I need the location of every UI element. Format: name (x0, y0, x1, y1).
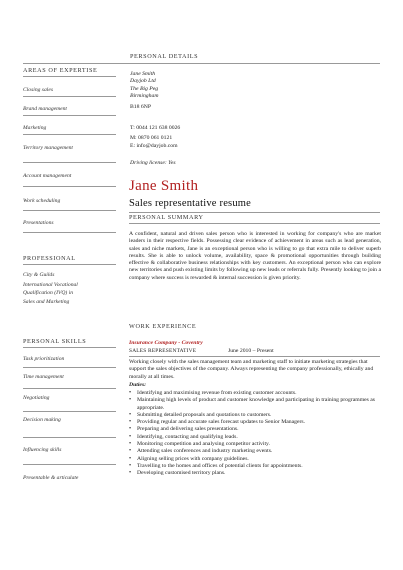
duty-item: • Travelling to the homes and offices of potential clients for appointments. (129, 463, 377, 470)
resume-title: Sales representative resume (129, 198, 252, 209)
role-description: Working closely with the sales management team and marketing staff to initiate marketing strategies that support the sales objectives of the company. Always representing the company professionally, ethically and morally at all times. (129, 359, 374, 380)
skill-item: Task prioritization (23, 356, 65, 362)
divider (129, 212, 380, 213)
divider (129, 356, 380, 357)
area-item: Closing sales (23, 87, 53, 93)
skill-item: Presentable & articulate (23, 475, 79, 481)
divider (23, 411, 116, 412)
professional-item: International Vocational (23, 282, 78, 288)
role-dates: June 2010 – Present (228, 348, 274, 354)
experience-header: WORK EXPERIENCE (129, 323, 197, 330)
divider (23, 134, 116, 135)
duties-list (129, 390, 377, 478)
divider (23, 437, 116, 438)
duty-item: • Identifying and maximising revenue from existing customer accounts. (129, 390, 377, 397)
duty-item: • Aligning selling prices with company guidelines. (129, 456, 377, 463)
resume-name: Jane Smith (129, 178, 199, 194)
duty-item: • Preparing and delivering sales presentations. (129, 426, 377, 433)
divider (23, 96, 116, 97)
professional-item: City & Guilds (23, 272, 55, 278)
professional-header: PROFESSIONAL (23, 255, 76, 262)
divider (23, 63, 380, 64)
address-line: The Big Peg (130, 85, 159, 92)
divider (23, 115, 116, 116)
divider (23, 186, 116, 187)
area-item: Work scheduling (23, 198, 61, 204)
area-item: Presentations (23, 220, 54, 226)
divider (23, 210, 116, 211)
area-item: Marketing (23, 125, 47, 131)
company-name: Insurance Company - Coventry (129, 340, 203, 346)
areas-header: AREAS OF EXPERTISE (23, 67, 98, 74)
personal-details-header: PERSONAL DETAILS (130, 53, 199, 60)
duty-item: • Identifying, contacting and qualifying leads. (129, 434, 377, 441)
professional-item: Qualification (IVQ) in (23, 290, 74, 296)
divider (23, 347, 116, 348)
duty-item: • Monitoring competition and analysing competitor activity. (129, 441, 377, 448)
summary-header: PERSONAL SUMMARY (129, 214, 204, 221)
phone: T: 0044 121 638 0026 (130, 125, 181, 131)
divider (129, 223, 380, 224)
skill-item: Negotiating (23, 395, 50, 401)
divider (23, 367, 116, 368)
duty-item: • Providing regular and accurate sales forecast updates to Senior Managers. (129, 419, 377, 426)
skill-item: Influencing skills (23, 447, 62, 453)
divider (23, 464, 116, 465)
address-block (130, 71, 158, 100)
skill-item: Time management (23, 374, 64, 380)
summary-text: A confident, natural and driven sales person who is interested in working for company's who are market leaders in their respective fields. Possessing clear evidence of achievement in areas such as lead generation, sales and niche markets, Jane is an exceptional person who is willing to go that extra mile to deliver superb results. She is able to unlock volume, availability, space & promotional opportunities through building effective & collaborative business relationships with key customers. An exceptional person who can explore new territories and push existing limits by following up new leads or referrals fully. Presently looking to join a company where success is rewarded & internal succession is given priority. (129, 231, 381, 281)
role-title: SALES REPRESENTATIVE (129, 348, 197, 354)
postcode: B18 6NP (130, 104, 152, 110)
divider (23, 232, 116, 233)
duty-item: • Attending sales conferences and industry marketing events. (129, 448, 377, 455)
address-line: Birmingham (130, 92, 159, 99)
professional-item: Sales and Marketing (23, 299, 70, 305)
divider (23, 76, 116, 77)
divider (23, 388, 116, 389)
duty-item: • Submitting detailed proposals and quotations to customers. (129, 412, 377, 419)
divider (23, 264, 116, 265)
driving-license: Driving license: Yes (130, 160, 176, 166)
area-item: Account management (23, 173, 72, 179)
area-item: Territory management (23, 145, 73, 151)
skill-item: Decision making (23, 417, 61, 423)
address-line: Jane Smith (130, 71, 156, 77)
duty-item: • Developing customised territory plans. (129, 470, 377, 477)
duty-item: • Maintaining high levels of product and customer knowledge and participating in training programmes as appropriate. (129, 397, 377, 412)
email: E: info@dayjob.com (130, 143, 178, 149)
area-item: Brand management (23, 106, 67, 112)
mobile: M: 0870 061 0121 (130, 135, 173, 141)
skills-header: PERSONAL SKILLS (23, 338, 87, 345)
address-line: Dayjob Ltd (130, 78, 156, 85)
duties-label: Duties: (129, 382, 147, 388)
divider (23, 162, 116, 163)
